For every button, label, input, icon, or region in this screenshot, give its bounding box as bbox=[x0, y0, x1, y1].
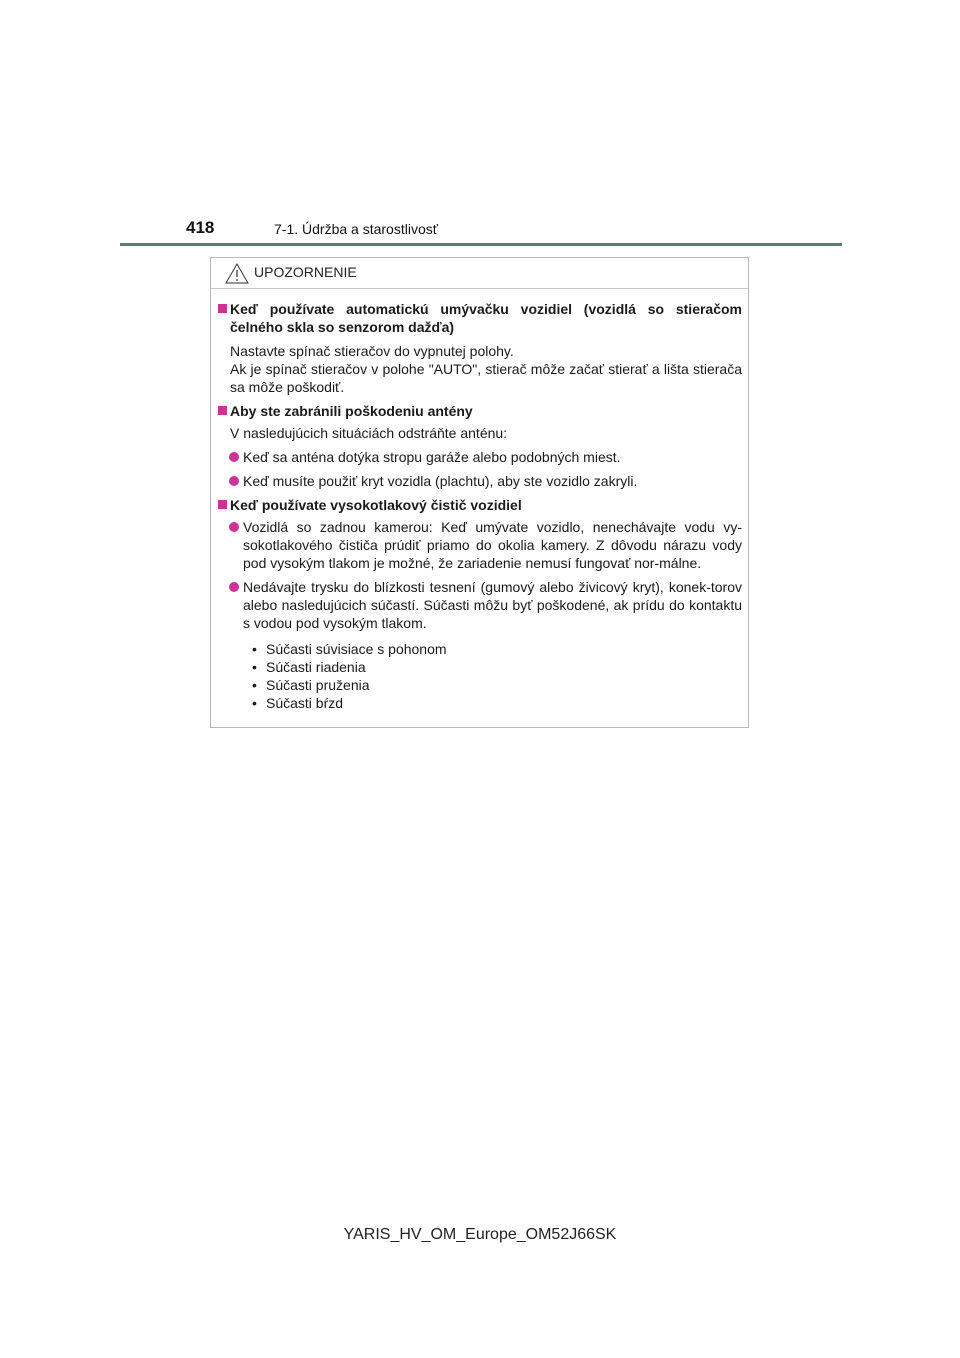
sub-list bbox=[218, 640, 742, 712]
page-number: 418 bbox=[186, 218, 215, 237]
paragraph: Nastavte spínač stieračov do vypnutej polohy. bbox=[230, 343, 514, 359]
list-item bbox=[218, 518, 742, 572]
list-item-text: Nedávajte trysku do blízkosti tesnení (gumový alebo živicový kryt), konek-torov alebo nasledujúcich súčastí. Súčasti môžu byť poškodené, ak prídu do kontaktu s vodou pod vysokým tlakom. bbox=[243, 579, 742, 631]
square-bullet-icon bbox=[218, 304, 227, 313]
list-item bbox=[218, 578, 742, 632]
round-bullet-icon bbox=[229, 476, 239, 486]
sub-list-item: • Súčasti riadenia bbox=[252, 658, 742, 676]
square-bullet-icon bbox=[218, 500, 227, 509]
list-item-text: Keď sa anténa dotýka stropu garáže alebo podobných miest. bbox=[243, 449, 621, 465]
warning-header bbox=[211, 258, 748, 289]
section-heading bbox=[218, 300, 742, 336]
paragraph: V nasledujúcich situáciách odstráňte anténu: bbox=[230, 425, 508, 441]
warning-box bbox=[210, 257, 749, 728]
sub-list-item: • Súčasti bŕzd bbox=[252, 694, 742, 712]
sub-list-item: • Súčasti pruženia bbox=[252, 676, 742, 694]
section-title: 7-1. Údržba a starostlivosť bbox=[274, 221, 438, 237]
document-id: YARIS_HV_OM_Europe_OM52J66SK bbox=[343, 1226, 617, 1243]
square-bullet-icon bbox=[218, 406, 227, 415]
heading-text: Aby ste zabránili poškodeniu antény bbox=[230, 403, 473, 419]
round-bullet-icon bbox=[229, 452, 239, 462]
warning-title: UPOZORNENIE bbox=[254, 264, 357, 280]
list-item bbox=[218, 472, 742, 490]
section-heading bbox=[218, 402, 742, 420]
list-item bbox=[218, 448, 742, 466]
heading-text: Keď používate automatickú umývačku vozidiel (vozidlá so stieračom čelného skla so senzorom dažďa) bbox=[230, 301, 742, 335]
list-item-text: Keď musíte použiť kryt vozidla (plachtu), aby ste vozidlo zakryli. bbox=[243, 473, 638, 489]
warning-triangle-icon bbox=[225, 263, 249, 284]
warning-content bbox=[218, 300, 742, 712]
round-bullet-icon bbox=[229, 522, 239, 532]
paragraph: Ak je spínač stieračov v polohe "AUTO", stierač môže začať stierať a lišta stierača sa môže poškodiť. bbox=[230, 361, 742, 395]
sub-list-item: • Súčasti súvisiace s pohonom bbox=[252, 640, 742, 658]
header-rule bbox=[120, 243, 842, 246]
section-heading bbox=[218, 496, 742, 514]
round-bullet-icon bbox=[229, 582, 239, 592]
list-item-text: Vozidlá so zadnou kamerou: Keď umývate vozidlo, nenechávajte vodu vy-sokotlakového čističa prúdiť priamo do okolia kamery. Z dôvodu nárazu vody pod vysokým tlakom je možné, že zariadenie nemusí fungovať nor-málne. bbox=[243, 519, 742, 571]
heading-text: Keď používate vysokotlakový čistič vozidiel bbox=[230, 497, 522, 513]
